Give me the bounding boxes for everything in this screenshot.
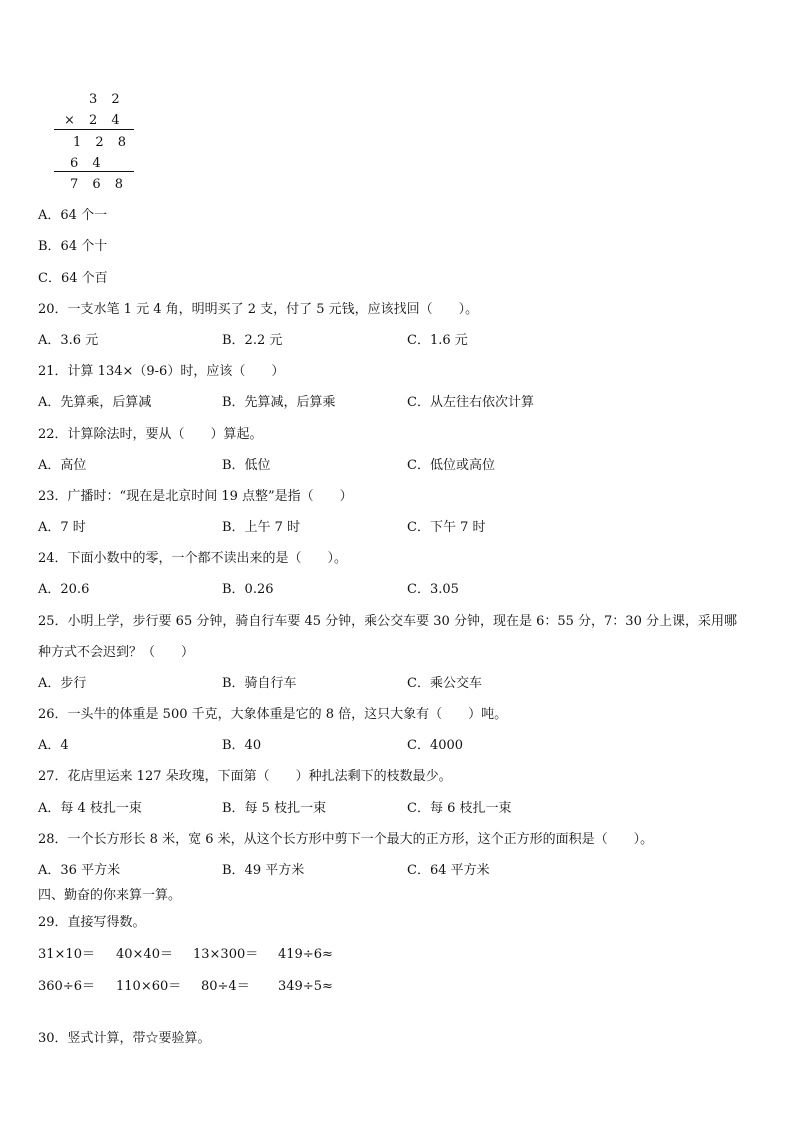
option-a: A．4 [38, 738, 69, 753]
question-stem: 26．一头牛的体重是 500 千克，大象体重是它的 8 倍，这只大象有（ ）吨。 [38, 707, 508, 722]
section-heading: 四、勤奋的你来算一算。 [38, 888, 182, 903]
mental-math-item: 419÷6≈ [278, 947, 333, 962]
option-a: A．先算乘，后算减 [38, 395, 152, 410]
option-c: C．64 平方米 [407, 863, 490, 878]
mental-math-item: 31×10＝ [38, 947, 95, 962]
option-b: B．骑自行车 [222, 676, 297, 691]
option-a: A．7 时 [38, 520, 86, 535]
mult-multiplier: × 2 4 [64, 113, 125, 128]
mental-math-item: 349÷5≈ [278, 979, 333, 994]
mental-math-item: 80÷4＝ [201, 979, 250, 994]
question-stem: 30．竖式计算，带☆要验算。 [38, 1031, 211, 1046]
option-c: C．乘公交车 [407, 676, 482, 691]
mult-top-number: 3 2 [89, 92, 125, 107]
option-a: A．高位 [38, 458, 87, 473]
option-a: A．每 4 枝扎一束 [38, 801, 142, 816]
q19-option-a: A．64 个一 [38, 208, 108, 223]
option-c: C．4000 [407, 738, 464, 753]
option-c: C．低位或高位 [407, 458, 495, 473]
option-b: B．每 5 枝扎一束 [222, 801, 327, 816]
question-stem: 27．花店里运来 127 朵玫瑰，下面第（ ）种扎法剩下的枝数最少。 [38, 769, 452, 784]
mult-partial-product-2: 6 4 [70, 156, 106, 171]
mult-divider-line [54, 171, 134, 172]
mental-math-item: 360÷6＝ [38, 979, 95, 994]
option-a: A．36 平方米 [38, 863, 121, 878]
question-stem: 24．下面小数中的零，一个都不读出来的是（ ）。 [38, 551, 348, 566]
option-c: C．从左往右依次计算 [407, 395, 534, 410]
option-c: C．每 6 枝扎一束 [407, 801, 512, 816]
option-b: B．低位 [222, 458, 271, 473]
option-c: C．1.6 元 [407, 333, 468, 348]
mult-partial-product-1: 1 2 8 [73, 135, 132, 150]
option-b: B．上午 7 时 [222, 520, 301, 535]
mult-divider-line [54, 129, 134, 130]
option-b: B．2.2 元 [222, 333, 283, 348]
mental-math-item: 40×40＝ [116, 947, 173, 962]
mental-math-item: 13×300＝ [193, 947, 259, 962]
q19-option-c: C．64 个百 [38, 271, 108, 286]
q19-option-b: B．64 个十 [38, 239, 108, 254]
option-b: B．40 [222, 738, 262, 753]
question-stem: 25．小明上学，步行要 65 分钟，骑自行车要 45 分钟，乘公交车要 30 分钟，现在是 6：55 分，7：30 分上课，采用哪 [38, 614, 737, 629]
option-a: A．步行 [38, 676, 87, 691]
question-stem: 28．一个长方形长 8 米，宽 6 米，从这个长方形中剪下一个最大的正方形，这个正方形的面积是（ ）。 [38, 832, 654, 847]
question-stem-continued: 种方式不会迟到？（ ） [38, 645, 195, 660]
mult-result: 7 6 8 [70, 177, 129, 192]
option-b: B．0.26 [222, 582, 274, 597]
question-stem: 20．一支水笔 1 元 4 角，明明买了 2 支，付了 5 元钱，应该找回（ ）。 [38, 302, 479, 317]
question-stem: 21．计算 134×（9-6）时，应该（ ） [38, 364, 285, 379]
option-c: C．3.05 [407, 582, 459, 597]
question-stem: 22．计算除法时，要从（ ）算起。 [38, 427, 263, 442]
option-c: C．下午 7 时 [407, 520, 486, 535]
question-stem: 29．直接写得数。 [38, 915, 146, 930]
option-b: B．先算减，后算乘 [222, 395, 336, 410]
option-b: B．49 平方米 [222, 863, 305, 878]
option-a: A．3.6 元 [38, 333, 99, 348]
mental-math-item: 110×60＝ [116, 979, 182, 994]
option-a: A．20.6 [38, 582, 90, 597]
question-stem: 23．广播时：“现在是北京时间 19 点整”是指（ ） [38, 489, 353, 504]
